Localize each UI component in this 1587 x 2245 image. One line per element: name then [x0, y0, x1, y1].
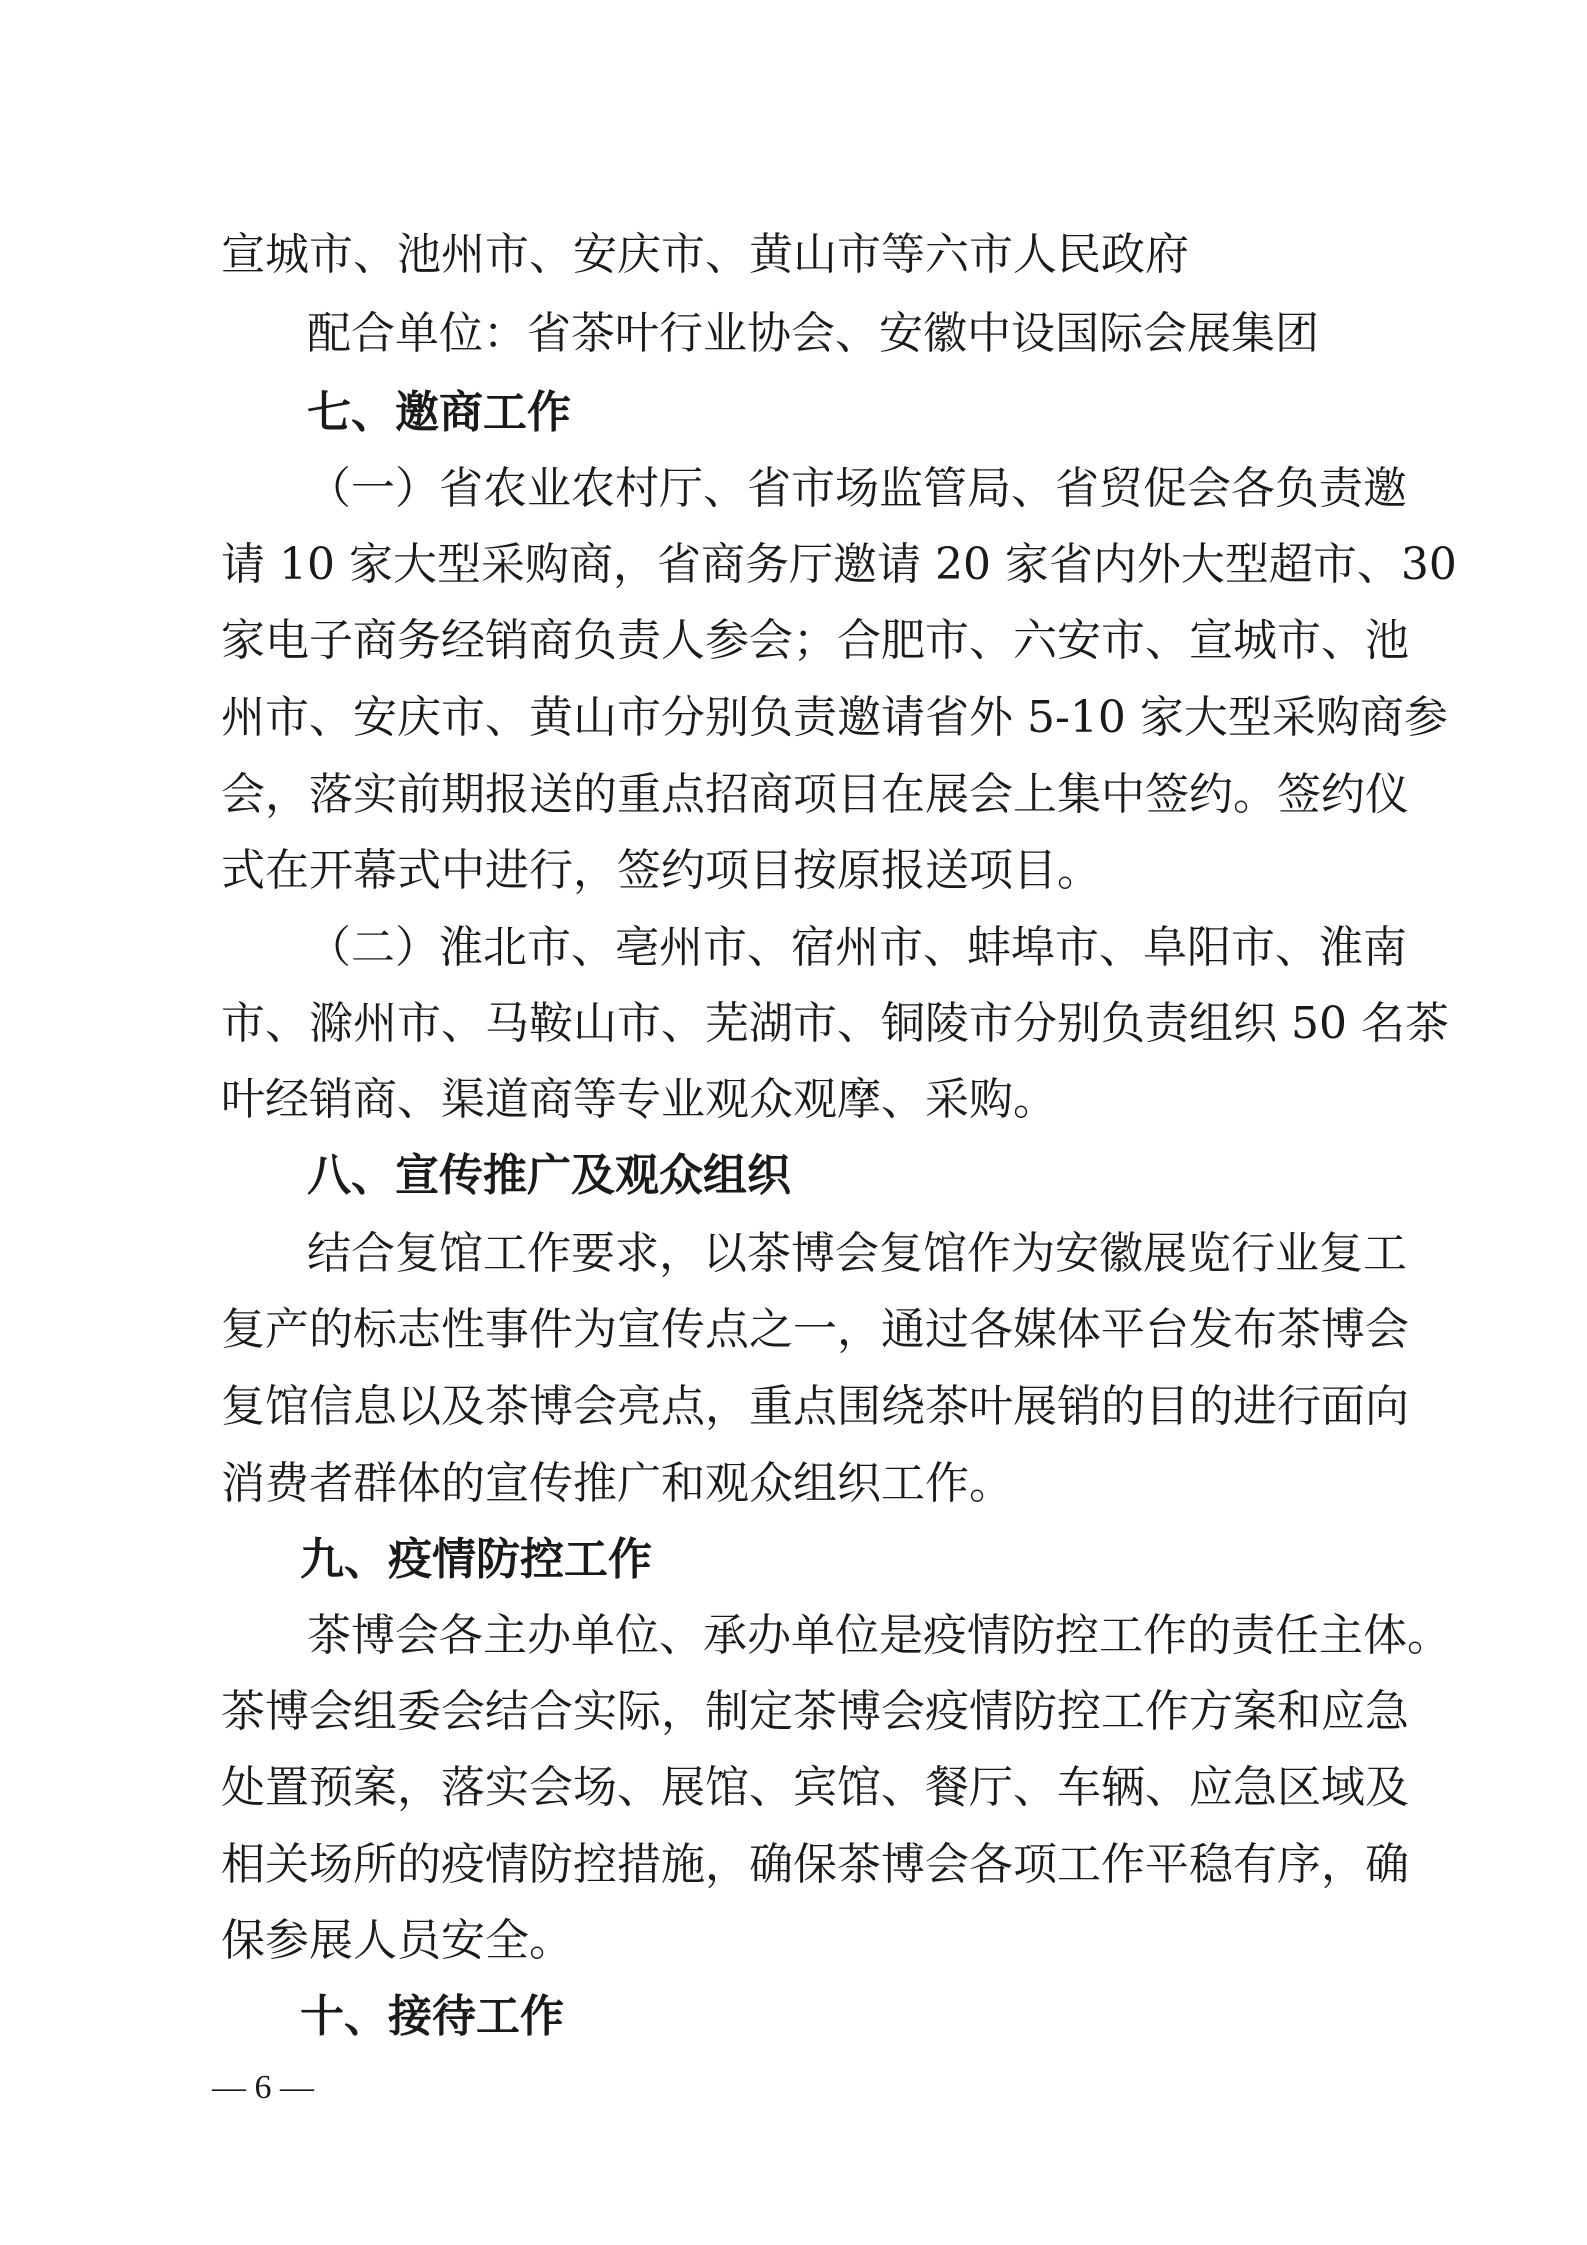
body-text-line: 宣城市、池州市、安庆市、黄山市等六市人民政府 — [221, 229, 1189, 280]
body-text-line: 市、滁州市、马鞍山市、芜湖市、铜陵市分别负责组织 50 名茶 — [221, 998, 1449, 1049]
page-number: — 6 — — [212, 2069, 314, 2106]
body-text-line: 式在开幕式中进行，签约项目按原报送项目。 — [221, 845, 1101, 896]
body-text-line: 家电子商务经销商负责人参会；合肥市、六安市、宣城市、池 — [221, 615, 1409, 666]
body-text-line: （一）省农业农村厅、省市场监管局、省贸促会各负责邀 — [307, 463, 1407, 514]
section-heading: 七、邀商工作 — [307, 387, 571, 438]
body-text-line: 消费者群体的宣传推广和观众组织工作。 — [221, 1458, 1013, 1509]
body-text-line: 配合单位：省茶叶行业协会、安徽中设国际会展集团 — [307, 308, 1319, 359]
body-text-line: 保参展人员安全。 — [221, 1915, 573, 1966]
body-text-line: 复产的标志性事件为宣传点之一，通过各媒体平台发布茶博会 — [221, 1304, 1409, 1355]
body-text-line: 会，落实前期报送的重点招商项目在展会上集中签约。签约仪 — [221, 769, 1409, 820]
body-text-line: （二）淮北市、亳州市、宿州市、蚌埠市、阜阳市、淮南 — [307, 922, 1407, 973]
body-text-line: 州市、安庆市、黄山市分别负责邀请省外 5-10 家大型采购商参 — [221, 692, 1448, 743]
body-text-line: 复馆信息以及茶博会亮点，重点围绕茶叶展销的目的进行面向 — [221, 1381, 1409, 1432]
body-text-line: 请 10 家大型采购商，省商务厅邀请 20 家省内外大型超市、30 — [221, 539, 1457, 590]
body-text-line: 茶博会各主办单位、承办单位是疫情防控工作的责任主体。 — [307, 1610, 1451, 1661]
section-heading: 九、疫情防控工作 — [300, 1534, 652, 1585]
section-heading: 八、宣传推广及观众组织 — [307, 1150, 791, 1201]
body-text-line: 叶经销商、渠道商等专业观众观摩、采购。 — [221, 1074, 1057, 1125]
body-text-line: 结合复馆工作要求，以茶博会复馆作为安徽展览行业复工 — [307, 1228, 1407, 1279]
body-text-line: 处置预案，落实会场、展馆、宾馆、餐厅、车辆、应急区域及 — [221, 1762, 1409, 1813]
body-text-line: 相关场所的疫情防控措施，确保茶博会各项工作平稳有序，确 — [221, 1839, 1409, 1890]
body-text-line: 茶博会组委会结合实际，制定茶博会疫情防控工作方案和应急 — [221, 1686, 1409, 1737]
section-heading: 十、接待工作 — [300, 1991, 564, 2042]
